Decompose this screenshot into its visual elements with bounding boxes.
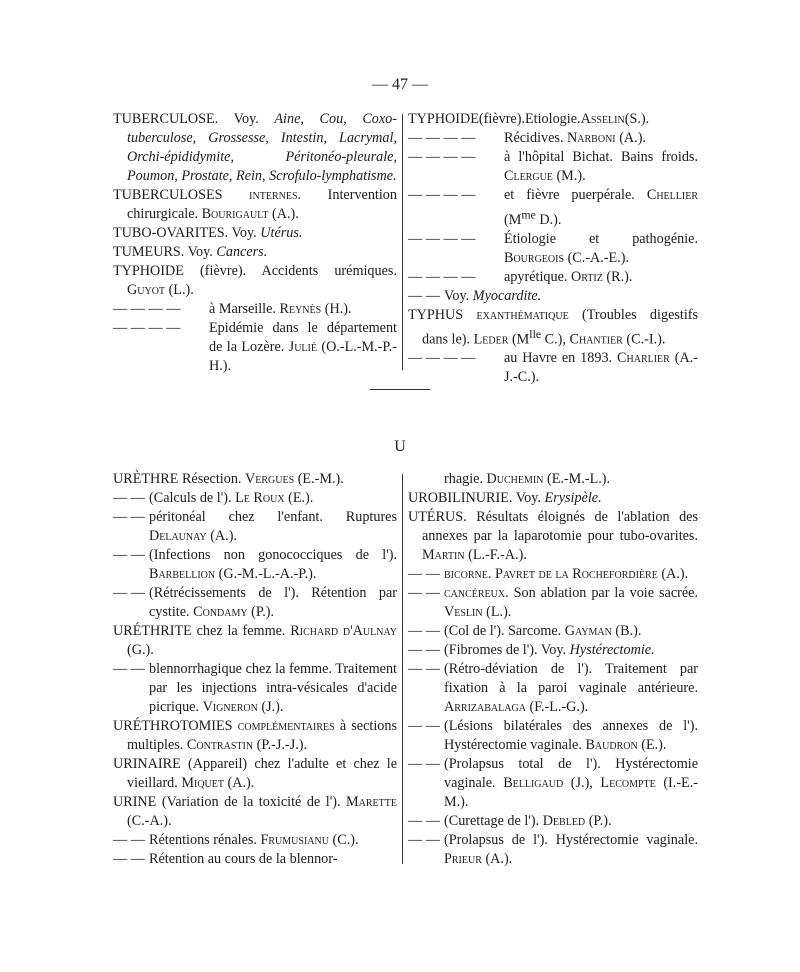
index-subentry [408,129,698,148]
ditto-dashes: — — — — [113,301,181,317]
index-entry: URINE (Variation de la toxicité de l'). Marette (C.-A.). [113,794,397,829]
index-subentry [408,565,698,584]
ditto-dashes: — — [408,813,440,829]
index-subentry-text: (Curettage de l'). Debled (P.). [444,813,612,829]
index-subentry [408,755,698,812]
index-subentry-text: (Rétro-déviation de l'). Traitement par fixation à la paroi vaginale antérieure. Arrizabalaga (F.-L.-G.). [444,661,698,715]
ditto-dashes: — — [113,490,145,506]
index-entry: TUBERCULOSES internes. Intervention chirurgicale. Bourigault (A.). [113,187,397,222]
index-subentry-text: (Infections non gonococciques de l'). Barbellion (G.-M.-L.-A.-P.). [149,547,397,582]
ditto-dashes: — — — — [113,320,181,336]
index-subentry [408,230,698,268]
index-column-u-left [113,470,397,869]
index-subentry [408,641,698,660]
index-entry: URINAIRE (Appareil) chez l'adulte et chez le vieillard. Miquet (A.). [113,756,397,791]
column-divider [402,114,403,370]
index-subentry [408,584,698,622]
ditto-dashes: — — [113,585,145,601]
index-entry: TUMEURS. Voy. Cancers. [113,244,268,260]
index-subentry-text: à Marseille. Reynès (H.). [209,301,352,317]
index-subentry [408,148,698,186]
section-separator [370,389,430,390]
ditto-dashes: — — — — [408,187,476,203]
index-entry: URÉTHROTOMIES complémentaires à sections multiples. Contrastin (P.-J.-J.). [113,718,397,753]
index-subentry-text: (Prolapsus total de l'). Hystérectomie vaginale. Belligaud (J.), Lecompte (I.-E.-M.). [444,756,698,810]
index-entry: TUBO-OVARITES. Voy. Utérus. [113,225,303,241]
ditto-dashes: — — [408,756,440,772]
index-subentry-text: (Col de l'). Sarcome. Gayman (B.). [444,623,642,639]
ditto-dashes: — — [408,661,440,677]
index-subentry [113,489,397,508]
ditto-dashes: — — [113,661,145,677]
index-subentry-text: blennorrhagique chez la femme. Traitement par les injections intra-vésicales d'acide picrique. Vigneron (J.). [149,661,397,715]
section-letter: U [394,438,406,455]
index-column-t-right [408,110,698,387]
ditto-dashes: — — — — [408,350,476,367]
index-subentry [113,850,397,869]
index-subentry [113,831,397,850]
index-subentry [113,300,397,319]
ditto-dashes: — — — — [408,149,476,165]
index-column-t-left [113,110,397,376]
ditto-dashes: — — [113,509,145,525]
index-entry: TYPHOIDE(fièvre).Etiologie.Asselin(S.). [408,111,650,127]
ditto-dashes: — — [408,832,440,848]
index-subentry [408,831,698,869]
page-number: — 47 — [372,76,428,93]
ditto-dashes: — — [113,547,145,563]
index-subentry-text: (Calculs de l'). Le Roux (E.). [149,490,314,506]
index-entry: TYPHUS exanthématique (Troubles digestifs dans le). Leder ($M^{lle}$ C.), Chantier (C.-I.). [408,306,699,348]
index-continuation: rhagie. Duchemin (E.-M.-L.). [444,471,611,487]
index-entry: URÉTHRITE chez la femme. Richard d'Aulnay (G.). [113,623,398,658]
index-subentry [113,584,397,622]
index-subentry [408,622,698,641]
ditto-dashes: — — [113,851,145,867]
index-subentry-text: (Prolapsus de l'). Hystérectomie vaginale. Prieur (A.). [444,832,698,867]
ditto-dashes: — — [408,585,440,601]
index-subentry [408,186,698,230]
ditto-dashes: — — [408,623,440,639]
ditto-dashes: — — [113,832,145,848]
ditto-dashes: — — — — [408,130,476,146]
index-entry: UTÉRUS. Résultats éloignés de l'ablation des annexes par la laparotomie pour tubo-ovarites. Martin (L.-F.-A.). [408,509,698,563]
ditto-dashes: — — — — [408,230,476,247]
index-subentry [408,717,698,755]
ditto-dashes: — — [408,287,440,304]
index-subentry [408,812,698,831]
ditto-dashes: — — [408,642,440,658]
index-subentry-text: péritonéal chez l'enfant. Ruptures Delaunay (A.). [149,509,397,544]
index-entry: TYPHOIDE (fièvre). Accidents urémiques. Guyot (L.). [113,263,397,298]
index-subentry-text: Voy. Myocardite. [444,287,542,304]
column-divider [402,474,403,864]
index-subentry-text: au Havre en 1893. Charlier (A.-J.-C.). [504,350,698,386]
index-subentry [408,287,698,306]
index-entry: URÈTHRE Résection. Vergues (E.-M.). [113,471,344,487]
index-entry: UROBILINURIE. Voy. Erysipèle. [408,490,602,506]
index-subentry-text: à l'hôpital Bichat. Bains froids. Clergue (M.). [504,149,698,184]
index-subentry-text: Récidives. Narboni (A.). [504,130,646,146]
index-subentry-text: bicorne. Pavret de la Rochefordière (A.). [444,566,689,582]
index-subentry-text: (Rétrécissements de l'). Rétention par cystite. Condamy (P.). [149,585,397,620]
index-subentry-text: Étiologie et pathogénie. Bourgeois (C.-A.-E.). [504,230,698,266]
index-entry: TUBERCULOSE. Voy. Aine, Cou, Coxo-tuberculose, Grossesse, Intestin, Lacrymal, Orchi-épididymite, Péritonéo-pleurale, Poumon, Prostate, Rein, Scrofulo-lymphatisme. [113,111,397,184]
index-subentry-text: (Lésions bilatérales des annexes de l'). Hystérectomie vaginale. Baudron (E.). [444,718,698,753]
index-subentry-text: Epidémie dans le département de la Lozère. Julié (O.-L.-M.-P.-H.). [209,320,397,374]
ditto-dashes: — — [408,566,440,582]
index-subentry-text: Rétentions rénales. Frumusianu (C.). [149,832,359,848]
index-subentry-text: apyrétique. Ortiz (R.). [504,268,633,285]
index-subentry [408,660,698,717]
index-subentry [408,268,698,287]
index-subentry-text: (Fibromes de l'). Voy. Hystérectomie. [444,642,655,658]
index-column-u-right [408,470,698,869]
index-subentry [113,660,397,717]
index-subentry-text: et fièvre puerpérale. Chellier ($M^{me}$ D.). [504,187,698,228]
ditto-dashes: — — [408,718,440,734]
index-subentry [113,546,397,584]
index-subentry [408,349,698,387]
ditto-dashes: — — — — [408,268,476,285]
index-subentry-text: Rétention au cours de la blennor- [149,851,338,867]
index-subentry [113,508,397,546]
index-subentry-text: cancéreux. Son ablation par la voie sacrée. Veslin (L.). [444,585,698,620]
index-subentry [113,319,397,376]
